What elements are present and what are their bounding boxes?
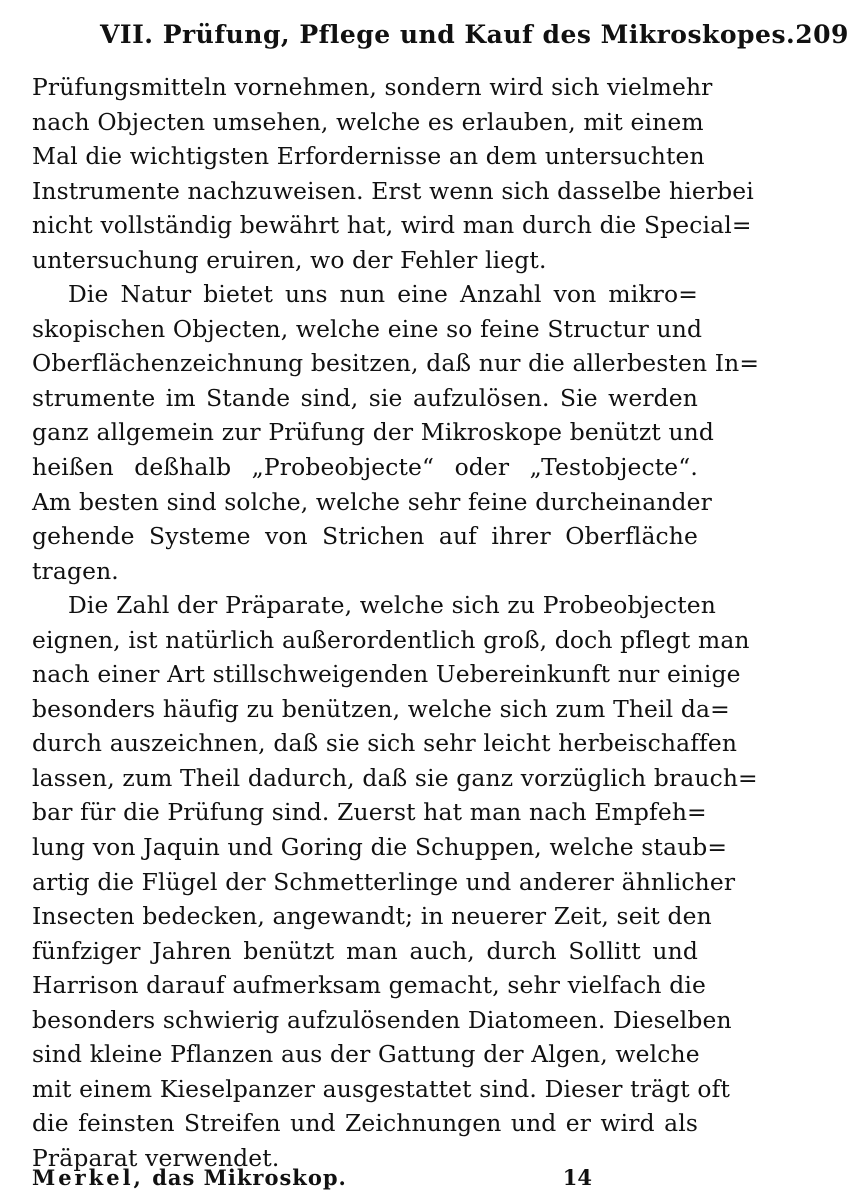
text-line: bar für die Prüfung sind. Zuerst hat man nach Empfeh= (32, 798, 707, 827)
text-line: nach Objecten umsehen, welche es erlauben, mit einem (32, 107, 704, 136)
signature-title: das Mikroskop. (152, 1164, 347, 1190)
running-header (100, 14, 849, 54)
text-line: nach einer Art stillschweigenden Uebereinkunft nur einige (32, 660, 741, 689)
text-line: Die Natur bietet uns nun eine Anzahl von mikro= (68, 280, 698, 309)
text-line: Präparat verwendet. (32, 1143, 280, 1172)
text-line: Am besten sind solche, welche sehr feine durcheinander (32, 487, 712, 516)
text-line: Harrison darauf aufmerksam gemacht, sehr vielfach die (32, 971, 706, 1000)
text-line: nicht vollständig bewährt hat, wird man durch die Special= (32, 211, 752, 240)
text-line: Insecten bedecken, angewandt; in neuerer Zeit, seit den (32, 902, 712, 931)
text-line: skopischen Objecten, welche eine so feine Structur und (32, 314, 703, 343)
text-line: Prüfungsmitteln vornehmen, sondern wird sich vielmehr (32, 73, 713, 101)
text-line: artig die Flügel der Schmetterlinge und anderer ähnlicher (32, 867, 736, 896)
text-line: fünfziger Jahren benützt man auch, durch Sollitt und (32, 936, 698, 965)
text-line: Oberflächenzeichnung besitzen, daß nur die allerbesten In= (32, 349, 760, 378)
signature-mark (32, 1165, 347, 1190)
text-line: heißen deßhalb „Probeobjecte“ oder „Testobjecte“. (32, 453, 698, 482)
text-line: gehende Systeme von Strichen auf ihrer Oberfläche (32, 522, 698, 551)
text-line: tragen. (32, 556, 119, 585)
page-footer (32, 1160, 592, 1194)
text-line: sind kleine Pflanzen aus der Gattung der Algen, welche (32, 1040, 700, 1069)
text-line: Mal die wichtigsten Erfordernisse an dem untersuchten (32, 142, 705, 171)
chapter-title: VII. Prüfung, Pflege und Kauf des Mikroskopes. (100, 19, 796, 49)
text-line: lung von Jaquin und Goring die Schuppen, welche staub= (32, 833, 728, 862)
text-line: besonders schwierig aufzulösenden Diatomeen. Dieselben (32, 1005, 732, 1034)
text-line: lassen, zum Theil dadurch, daß sie ganz vorzüglich brauch= (32, 763, 758, 792)
text-line: besonders häufig zu benützen, welche sich zum Theil da= (32, 694, 730, 723)
signature-author: Merkel, (32, 1164, 144, 1190)
text-line: Die Zahl der Präparate, welche sich zu Probeobjecten (68, 591, 717, 620)
text-line: die feinsten Streifen und Zeichnungen und er wird als (32, 1109, 698, 1138)
sheet-number: 14 (562, 1164, 592, 1190)
body-text (32, 70, 760, 1176)
text-line: Instrumente nachzuweisen. Erst wenn sich dasselbe hierbei (32, 176, 754, 205)
text-line: untersuchung eruiren, wo der Fehler liegt. (32, 245, 547, 274)
text-line: eignen, ist natürlich außerordentlich groß, doch pflegt man (32, 625, 750, 654)
text-line: mit einem Kieselpanzer ausgestattet sind. Dieser trägt oft (32, 1074, 730, 1103)
page-number: 209 (795, 19, 849, 49)
text-line: ganz allgemein zur Prüfung der Mikroskope benützt und (32, 418, 715, 447)
text-line: durch auszeichnen, daß sie sich sehr leicht herbeischaffen (32, 729, 738, 758)
text-line: strumente im Stande sind, sie aufzulösen. Sie werden (32, 383, 698, 412)
